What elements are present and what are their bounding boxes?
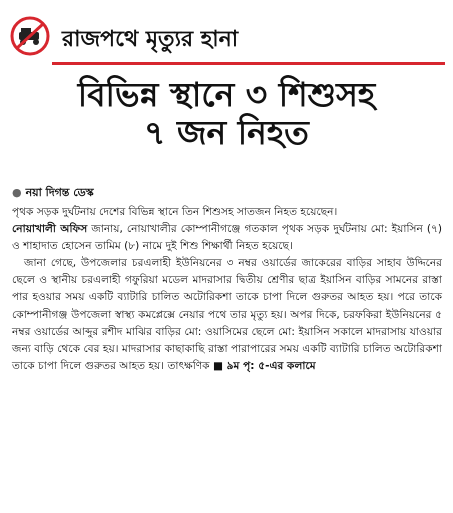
continuation-text: ৯ম পৃ: ৫-এর কলামে [226, 359, 316, 372]
section-divider [52, 62, 445, 65]
headline-line-1: বিভিন্ন স্থানে ৩ শিশুসহ [77, 75, 376, 114]
paragraph-details [12, 255, 442, 375]
article-headline [0, 76, 453, 152]
bullet-icon: ● [12, 186, 22, 199]
byline-text: নয়া দিগন্ত ডেস্ক [25, 186, 94, 199]
section-header [0, 0, 453, 72]
paragraph-office [12, 221, 442, 255]
office-label: নোয়াখালী অফিস [12, 223, 88, 236]
section-kicker: রাজপথে মৃত্যুর হানা [62, 27, 239, 52]
paragraph-intro: পৃথক সড়ক দুর্ঘটনায় দেশের বিভিন্ন স্থানে তিন শিশুসহ সাতজন নিহত হয়েছেন। [12, 206, 338, 218]
article-body [12, 204, 442, 375]
road-accident-icon [10, 16, 50, 56]
headline-line-2: ৭ জন নিহত [144, 112, 309, 152]
paragraph-details-text: জানা গেছে, উপজেলার চরএলাহী ইউনিয়নের ৩ নম্বর ওয়ার্ডের জাকেরের বাড়ির সাহাব উদ্দিনের ছেলে ও স্থানীয় চরএলাহী গফুরিয়া মডেল মাদরাসার দ্বিতীয় শ্রেণীর ছাত্র ইয়াসিন বাড়ির সামনের রাস্তা পার হওয়ার সময় একটি ব্যাটারি চালিত অটোরিকশা তাকে চাপা দিলে গুরুতর আহত হয়। পরে তাকে কোম্পানীগঞ্জ উপজেলা স্বাস্থ্য কমপ্লেক্সে নেয়ার পথে তার মৃত্যু হয়। অপর দিকে, চরফকিরা ইউনিয়নের ৫ নম্বর ওয়ার্ডের আব্দুর রশীদ মাঝির বাড়ির মো: ওয়াসিমের ছেলে মো: ইয়াসিন সকালে মাদরাসায় যাওয়ার জন্য বাড়ি থেকে বের হয়। মাদরাসার কাছাকাছি রাস্তা পারাপারের সময় একটি ব্যাটারি চালিত অটোরিকশা তাকে চাপা দিলে গুরুতর আহত হয়। তাৎক্ষণিক [12, 257, 442, 372]
continuation-note: ■ ৯ম পৃ: ৫-এর কলামে [212, 359, 316, 372]
paragraph-office-text: জানায়, নোয়াখালীর কোম্পানীগঞ্জে গতকাল পৃথক সড়ক দুর্ঘটনায় মো: ইয়াসিন (৭) ও শাহাদাত হোসেন তামিম (৮) নামে দুই শিশু শিক্ষার্থী নিহত হয়েছে। [12, 223, 443, 253]
byline [12, 184, 94, 203]
